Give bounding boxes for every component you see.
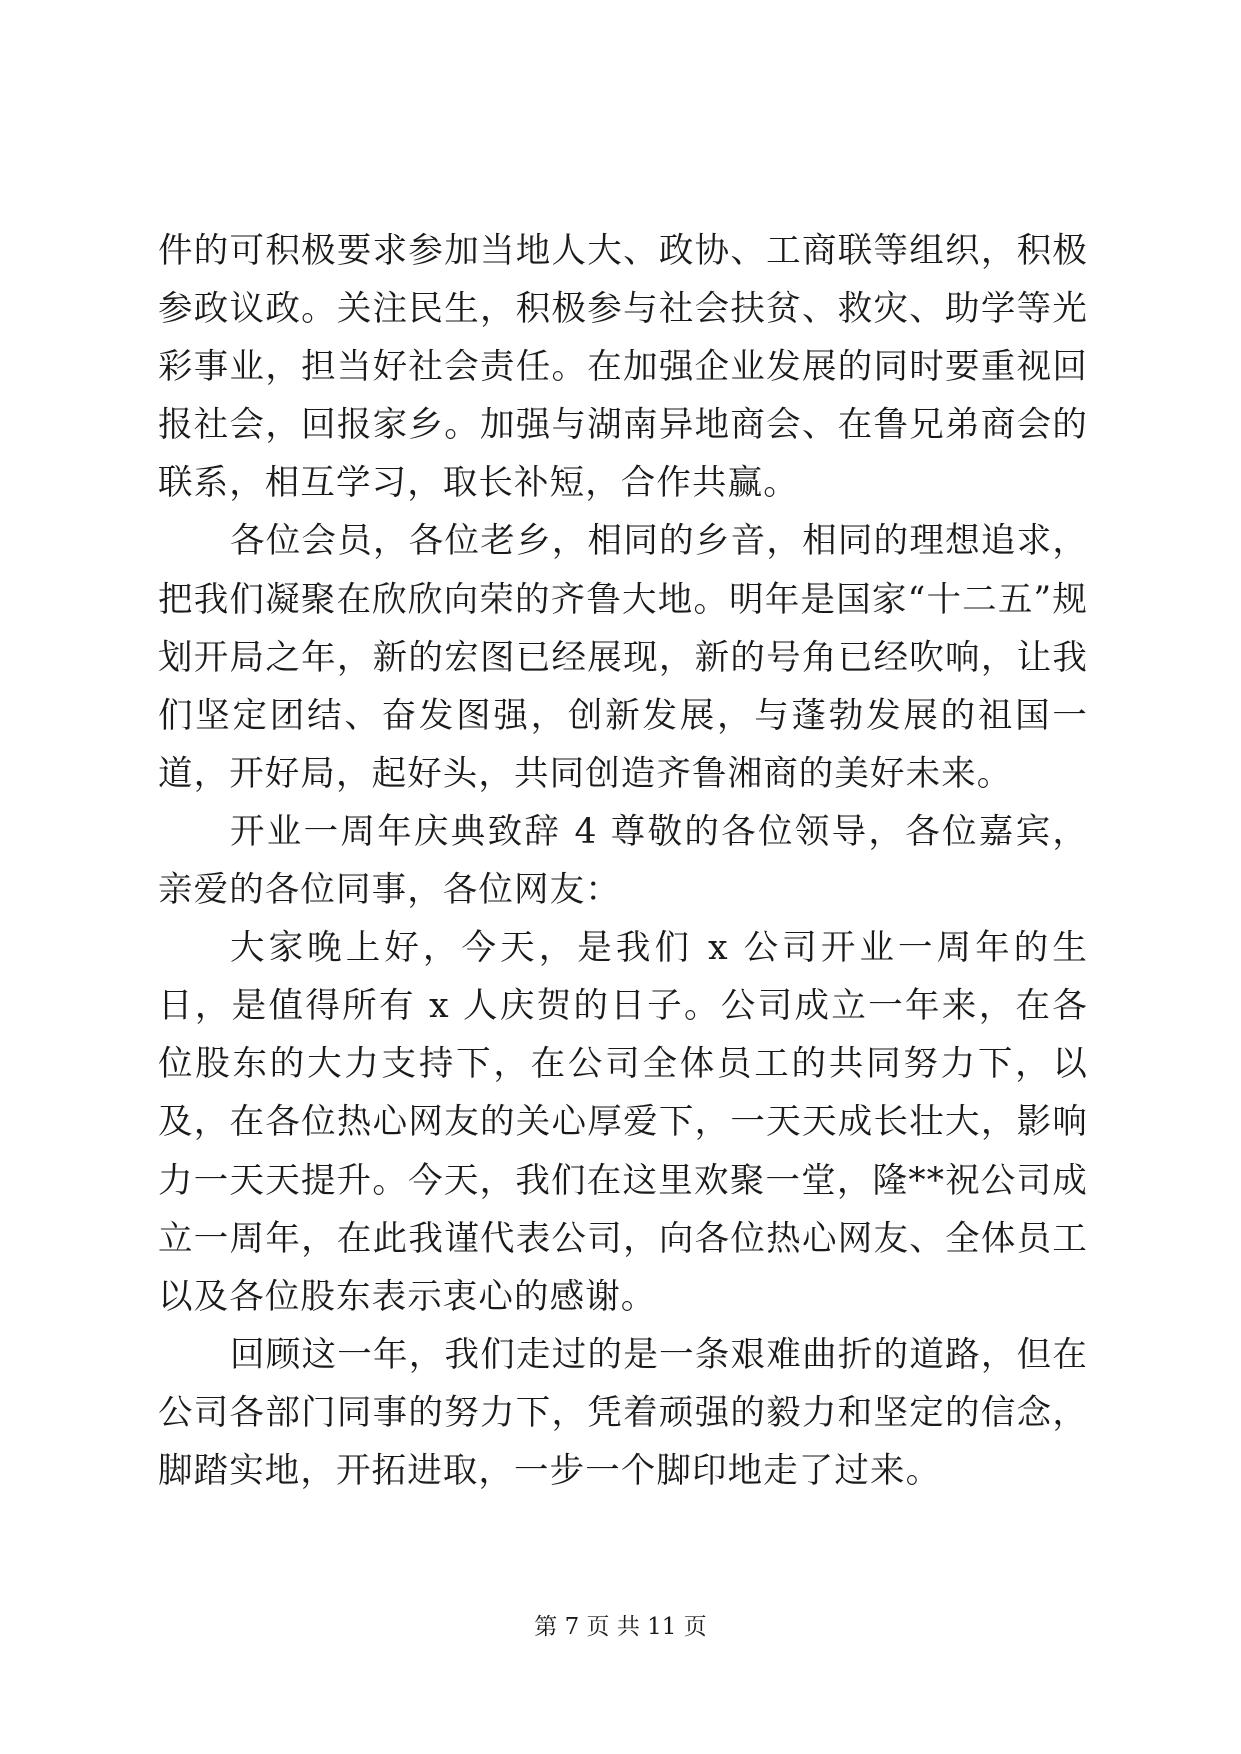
document-body bbox=[158, 222, 1088, 1500]
paragraph-greeting: 大家晚上好，今天，是我们 x 公司开业一周年的生日，是值得所有 x 人庆贺的日子。公司成立一年来，在各位股东的大力支持下，在公司全体员工的共同努力下，以及，在各位热心网友的关心厚爱下，一天天成长壮大，影响力一天天提升。今天，我们在这里欢聚一堂，隆**祝公司成立一周年，在此我谨代表公司，向各位热心网友、全体员工以及各位股东表示衷心的感谢。 bbox=[158, 928, 1088, 1317]
paragraph-review: 回顾这一年，我们走过的是一条艰难曲折的道路，但在公司各部门同事的努力下，凭着顽强的毅力和坚定的信念，脚踏实地，开拓进取，一步一个脚印地走了过来。 bbox=[158, 1334, 1088, 1491]
paragraph-closing: 各位会员，各位老乡，相同的乡音，相同的理想追求，把我们凝聚在欣欣向荣的齐鲁大地。明年是国家“十二五”规划开局之年，新的宏图已经展现，新的号角已经吹响，让我们坚定团结、奋发图强，创新发展，与蓬勃发展的祖国一道，开好局，起好头，共同创造齐鲁湘商的美好未来。 bbox=[158, 521, 1088, 794]
page-footer: 第 7 页 共 11 页 bbox=[534, 1614, 707, 1640]
paragraph-continuation: 件的可积极要求参加当地人大、政协、工商联等组织，积极参政议政。关注民生，积极参与社会扶贫、救灾、助学等光彩事业，担当好社会责任。在加强企业发展的同时要重视回报社会，回报家乡。加强与湖南异地商会、在鲁兄弟商会的联系，相互学习，取长补短，合作共赢。 bbox=[158, 231, 1088, 504]
paragraph-speech-heading: 开业一周年庆典致辞 4 尊敬的各位领导，各位嘉宾，亲爱的各位同事，各位网友： bbox=[158, 811, 1088, 911]
